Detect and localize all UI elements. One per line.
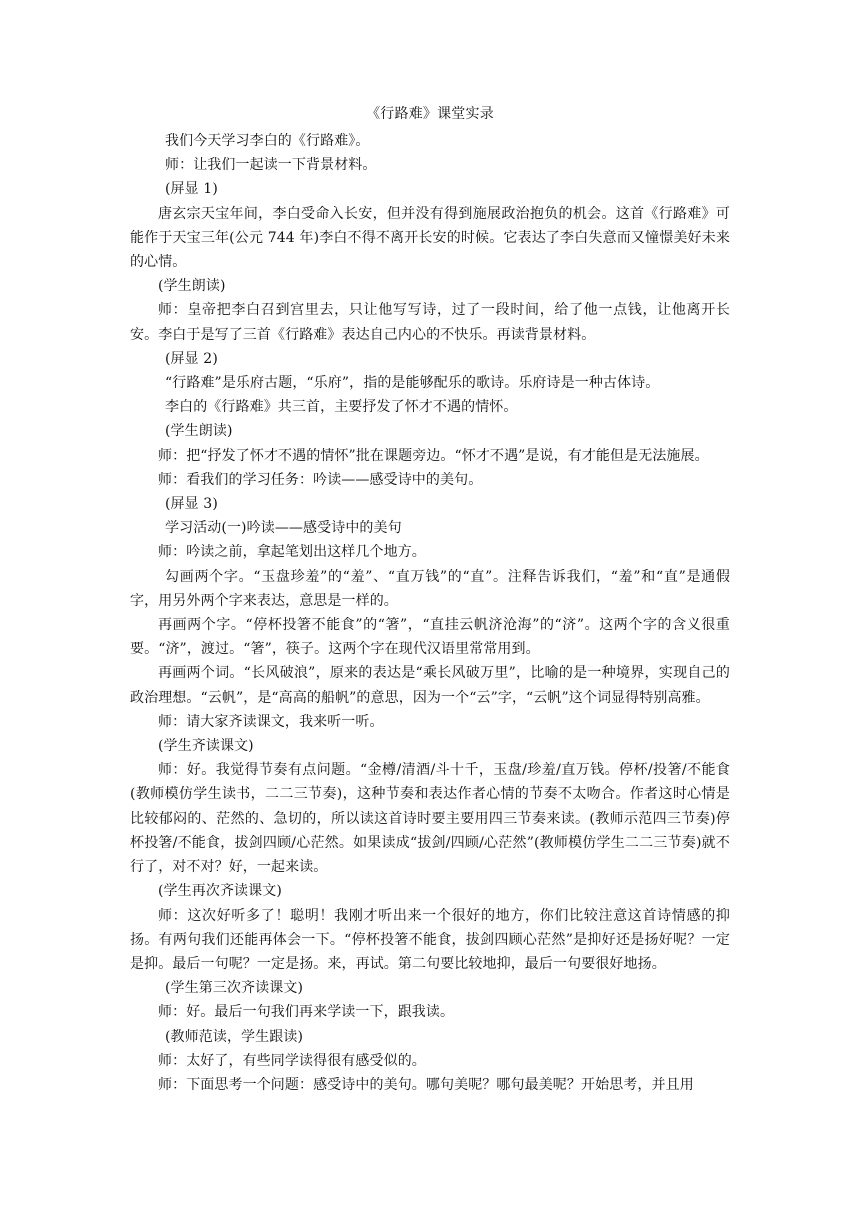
- paragraph: 再画两个词。“长风破浪”，原来的表达是“乘长风破万里”，比喻的是一种境界，实现自己的政治理想。“云帆”，是“高高的船帆”的意思，因为一个“云”字，“云帆”这个词显得特别高雅。: [130, 665, 730, 706]
- paragraph: (学生第三次齐读课文): [165, 980, 304, 997]
- paragraph: 师：吟读之前，拿起笔划出这样几个地方。: [158, 544, 426, 561]
- paragraph: (学生再次齐读课文): [158, 883, 282, 900]
- paragraph: 师：皇帝把李白召到宫里去，只让他写写诗，过了一段时间，给了他一点钱，让他离开长安。李白于是写了三首《行路难》表达自己内心的不快乐。再读背景材料。: [130, 302, 730, 343]
- paragraph: 师：看我们的学习任务：吟读——感受诗中的美句。: [158, 471, 483, 488]
- paragraph: 师：太好了，有些同学读得很有感受似的。: [158, 1052, 426, 1069]
- paragraph: (教师范读，学生跟读): [165, 1028, 304, 1045]
- paragraph: 师：好。最后一句我们再来学读一下，跟我读。: [158, 1004, 455, 1021]
- paragraph: 唐玄宗天宝年间，李白受命入长安，但并没有得到施展政治抱负的机会。这首《行路难》可能作于天宝三年(公元 744 年)李白不得不离开长安的时候。它表达了李白失意而又憧憬美好未来的心情。: [130, 205, 730, 271]
- paragraph: 师：把“抒发了怀才不遇的情怀”批在课题旁边。“怀才不遇”是说，有才能但是无法施展。: [158, 447, 709, 464]
- paragraph: (学生朗读): [158, 278, 226, 295]
- paragraph: 师：请大家齐读课文，我来听一听。: [158, 713, 384, 730]
- paragraph: 师：让我们一起读一下背景材料。: [165, 157, 377, 174]
- paragraph: 学习活动(一)吟读——感受诗中的美句: [165, 520, 402, 537]
- document-title: 《行路难》课堂实录: [366, 106, 494, 122]
- paragraph: (学生朗读): [165, 423, 233, 440]
- paragraph: (学生齐读课文): [158, 738, 254, 755]
- paragraph: 我们今天学习李白的《行路难》。: [165, 133, 370, 149]
- paragraph: 再画两个字。“停杯投箸不能食”的“箸”，“直挂云帆济沧海”的“济”。这两个字的含义很重要。“济”，渡过。“箸”，筷子。这两个字在现代汉语里常常用到。: [130, 617, 730, 658]
- paragraph: (屏显 1): [165, 181, 218, 198]
- paragraph: (屏显 3): [165, 496, 218, 513]
- paragraph: 李白的《行路难》共三首，主要抒发了怀才不遇的情怀。: [165, 399, 518, 416]
- paragraph: 师：下面思考一个问题：感受诗中的美句。哪句美呢？哪句最美呢？开始思考，并且用: [158, 1076, 694, 1093]
- document-body: [130, 129, 730, 1097]
- paragraph: 勾画两个字。“玉盘珍羞”的“羞”、“直万钱”的“直”。注释告诉我们，“羞”和“直”是通假字，用另外两个字来表达，意思是一样的。: [130, 568, 730, 609]
- paragraph: (屏显 2): [165, 350, 218, 367]
- paragraph: 师：好。我觉得节奏有点问题。“金樽/清酒/斗十千，玉盘/珍羞/直万钱。停杯/投箸/不能食(教师模仿学生读书，二二三节奏)，这种节奏和表达作者心情的节奏不太吻合。作者这时心情是比较郁闷的、茫然的、急切的，所以读这首诗时要主要用四三节奏来读。(教师示范四三节奏)停杯投箸/不能食，拔剑四顾/心茫然。如果读成“拔剑/四顾/心茫然”(教师模仿学生二二三节奏)就不行了，对不对？好，一起来读。: [130, 762, 730, 876]
- paragraph: “行路难”是乐府古题，“乐府”，指的是能够配乐的歌诗。乐府诗是一种古体诗。: [165, 375, 660, 392]
- paragraph: 师：这次好听多了！聪明！我刚才听出来一个很好的地方，你们比较注意这首诗情感的抑扬。有两句我们还能再体会一下。“停杯投箸不能食，拔剑四顾心茫然”是抑好还是扬好呢？一定是抑。最后一句呢？一定是扬。来，再试。第二句要比较地抑，最后一句要很好地扬。: [130, 907, 730, 972]
